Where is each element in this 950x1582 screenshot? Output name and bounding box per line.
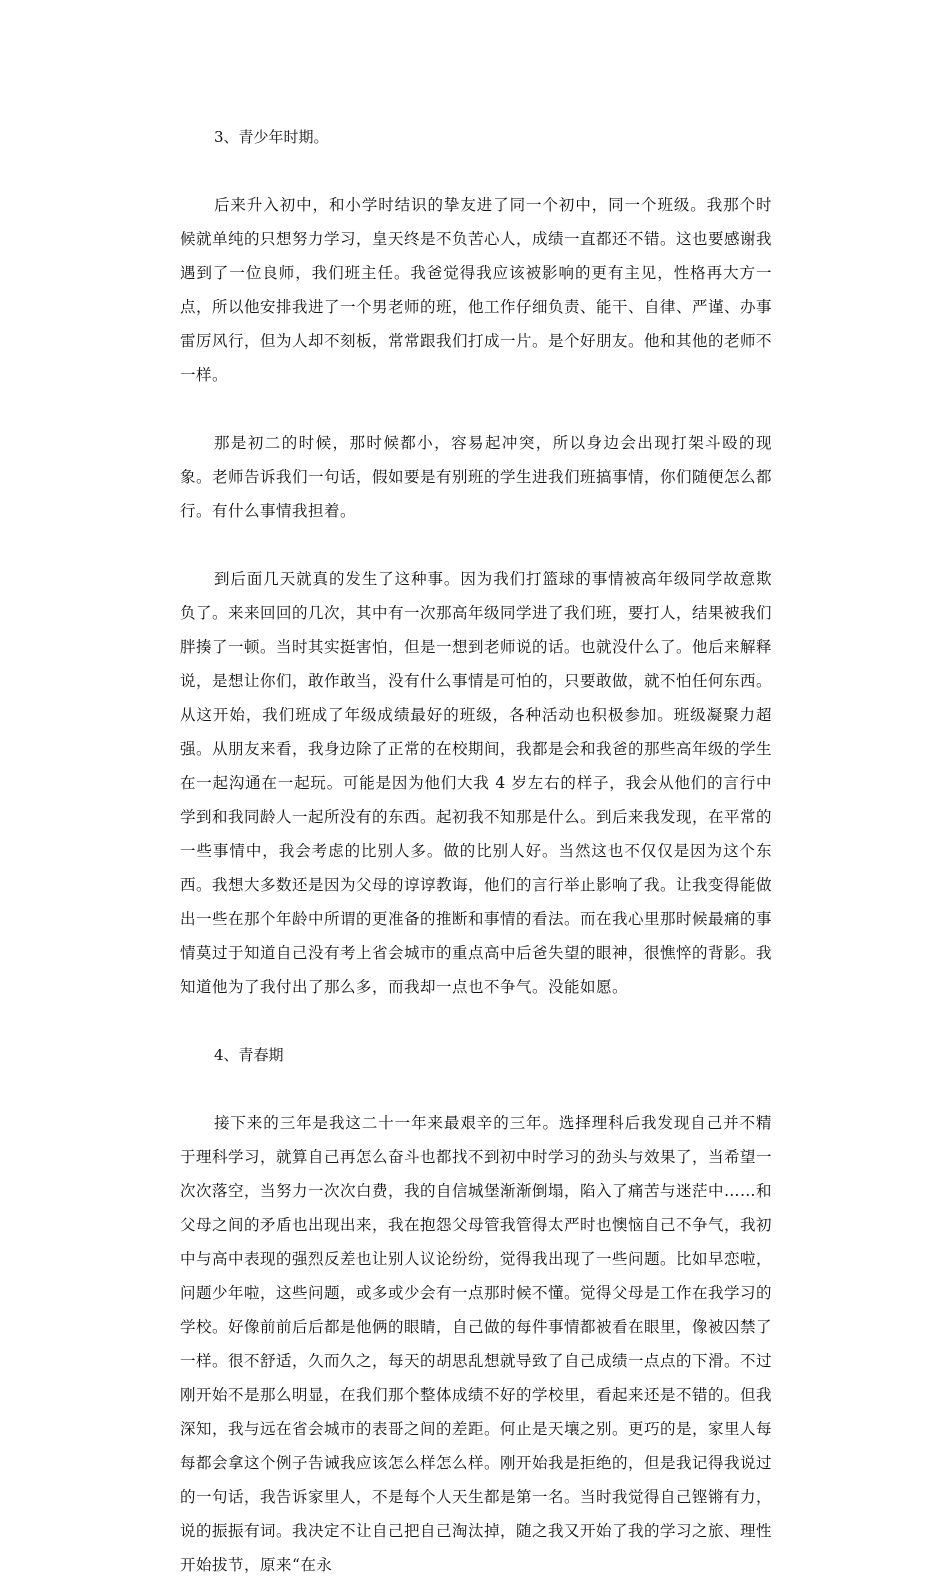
spacer [180,392,772,426]
spacer [180,1004,772,1038]
paragraph: 到后面几天就真的发生了这种事。因为我们打篮球的事情被高年级同学故意欺负了。来来回回的几次，其中有一次那高年级同学进了我们班，要打人，结果被我们胖揍了一顿。当时其实挺害怕，但是一想到老师说的话。也就没什么了。他后来解释说，是想让你们，敢作敢当，没有什么事情是可怕的，只要敢做，就不怕任何东西。从这开始，我们班成了年级成绩最好的班级，各种活动也积极参加。班级凝聚力超强。从朋友来看，我身边除了正常的在校期间，我都是会和我爸的那些高年级的学生在一起沟通在一起玩。可能是因为他们大我 4 岁左右的样子，我会从他们的言行中学到和我同龄人一起所没有的东西。起初我不知那是什么。到后来我发现，在平常的一些事情中，我会考虑的比别人多。做的比别人好。当然这也不仅仅是因为这个东西。我想大多数还是因为父母的谆谆教诲，他们的言行举止影响了我。让我变得能做出一些在那个年龄中所谓的更准备的推断和事情的看法。而在我心里那时候最痛的事情莫过于知道自己没有考上省会城市的重点高中后爸失望的眼神，很憔悴的背影。我知道他为了我付出了那么多，而我却一点也不争气。没能如愿。 [180,570,773,996]
spacer [180,528,772,562]
paragraph: 后来升入初中，和小学时结识的挚友进了同一个初中，同一个班级。我那个时候就单纯的只想努力学习，皇天终是不负苦心人，成绩一直都还不错。这也要感谢我遇到了一位良师，我们班主任。我爸觉得我应该被影响的更有主见，性格再大方一点，所以他安排我进了一个男老师的班，他工作仔细负责、能干、自律、严谨、办事雷厉风行，但为人却不刻板，常常跟我们打成一片。是个好朋友。他和其他的老师不一样。 [180,196,773,384]
paragraph: 那是初二的时候，那时候都小，容易起冲突，所以身边会出现打架斗殴的现象。老师告诉我们一句话，假如要是有别班的学生进我们班搞事情，你们随便怎么都行。有什么事情我担着。 [180,434,773,520]
paragraph: 接下来的三年是我这二十一年来最艰辛的三年。选择理科后我发现自己并不精于理科学习，就算自己再怎么奋斗也都找不到初中时学习的劲头与效果了，当希望一次次落空，当努力一次次白费，我的自信城堡渐渐倒塌，陷入了痛苦与迷茫中……和父母之间的矛盾也出现出来，我在抱怨父母管我管得太严时也懊恼自己不争气，我初中与高中表现的强烈反差也让别人议论纷纷，觉得我出现了一些问题。比如早恋啦，问题少年啦，这些问题，或多或少会有一点那时候不懂。觉得父母是工作在我学习的学校。好像前前后后都是他俩的眼睛，自己做的每件事情都被看在眼里，像被囚禁了一样。很不舒适，久而久之，每天的胡思乱想就导致了自己成绩一点点的下滑。不过刚开始不是那么明显，在我们那个整体成绩不好的学校里，看起来还是不错的。但我深知，我与远在省会城市的表哥之间的差距。何止是天壤之别。更巧的是，家里人每每都会拿这个例子告诫我应该怎么样怎么样。刚开始我是拒绝的，但是我记得我说过的一句话，我告诉家里人，不是每个人天生都是第一名。当时我觉得自己铿锵有力，说的振振有词。我决定不让自己把自己淘汰掉，随之我又开始了我的学习之旅、理性开始拔节，原来“在永 [180,1114,773,1574]
spacer [180,154,772,188]
section-3-heading: 3、青少年时期。 [214,128,329,146]
document-page [180,120,772,1582]
spacer [180,1072,772,1106]
section-4-heading: 4、青春期 [214,1046,284,1064]
